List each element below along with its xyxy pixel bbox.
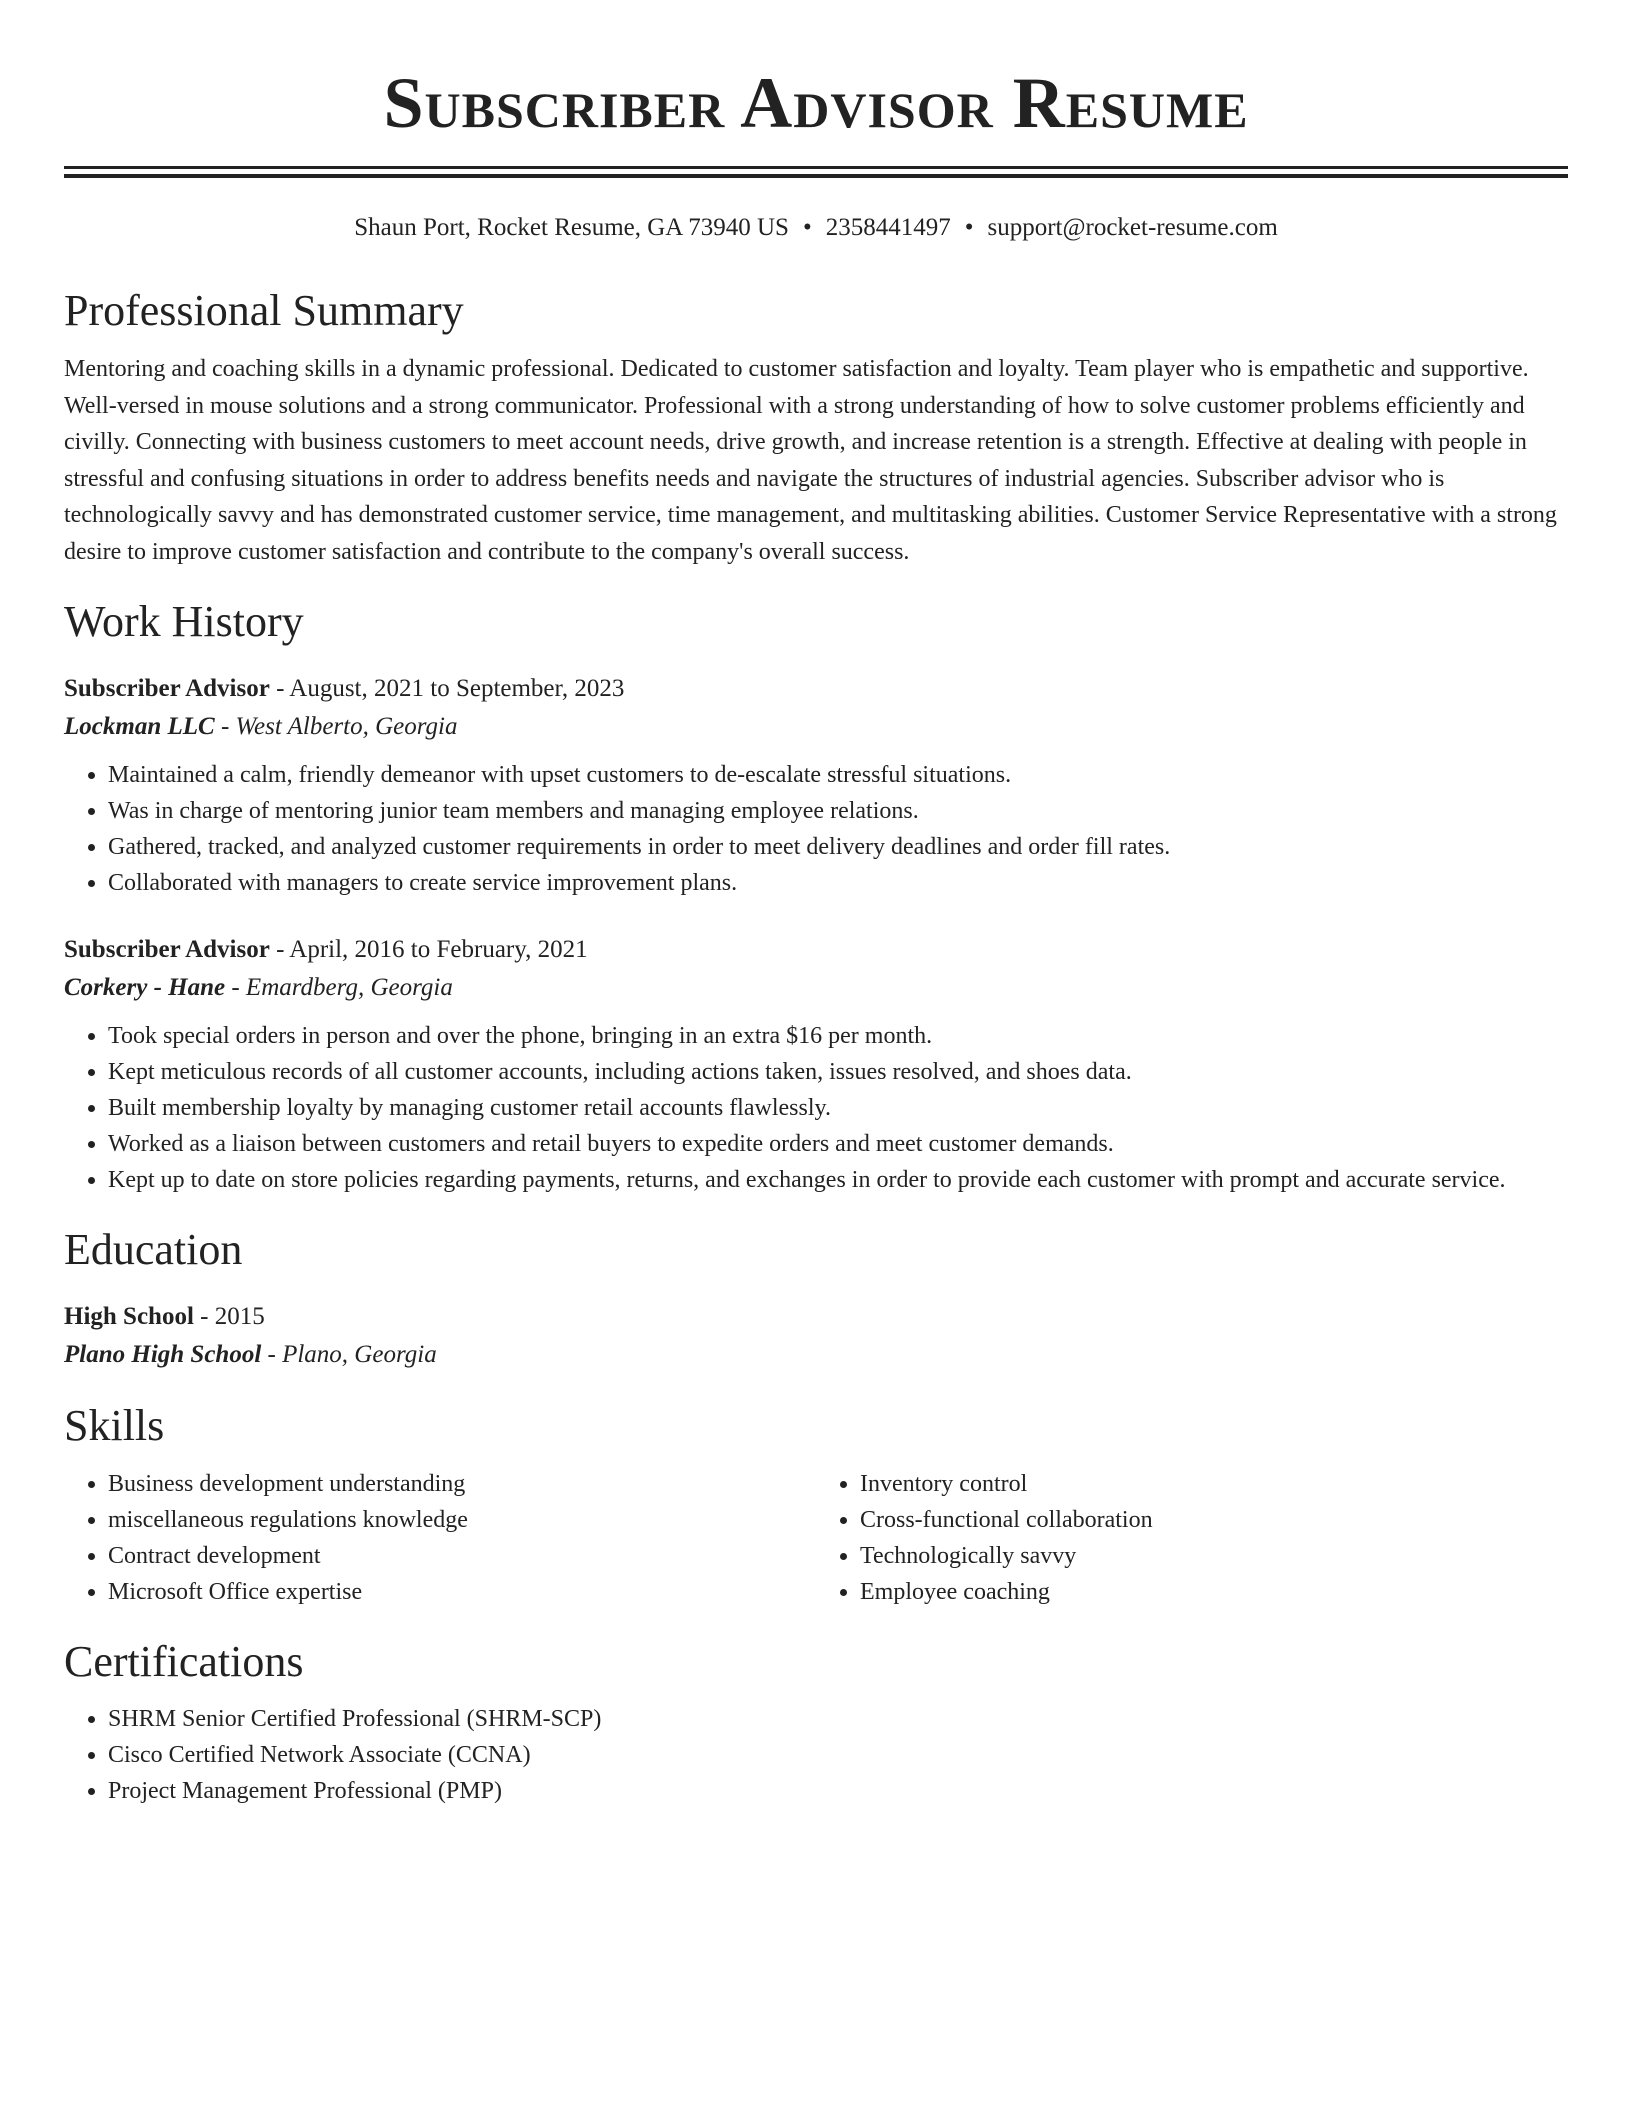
summary-heading: Professional Summary (64, 286, 464, 335)
certification-item: • SHRM Senior Certified Professional (SHRM-SCP) (108, 1701, 1568, 1737)
education-degree: High School (64, 1303, 194, 1330)
job-company-line (64, 969, 1568, 1007)
job-bullet: • Kept up to date on store policies regarding payments, returns, and exchanges in order to provide each customer with prompt and accurate service. (108, 1162, 1568, 1198)
job-dates: - April, 2016 to February, 2021 (269, 936, 588, 963)
skill-item: • Employee coaching (860, 1574, 1568, 1610)
education-heading: Education (64, 1225, 243, 1274)
job-location: - West Alberto, Georgia (214, 713, 458, 740)
job-bullet: • Maintained a calm, friendly demeanor with upset customers to de-escalate stressful situations. (108, 757, 1568, 793)
job-bullet: • Collaborated with managers to create service improvement plans. (108, 865, 1568, 901)
education-school-line (64, 1336, 1568, 1374)
skills-column-right (816, 1466, 1568, 1610)
skills-column-left (64, 1466, 816, 1610)
skill-item: • Microsoft Office expertise (108, 1574, 816, 1610)
job-bullet: • Worked as a liaison between customers and retail buyers to expedite orders and meet customer demands. (108, 1126, 1568, 1162)
contact-separator: • (964, 214, 974, 241)
skills-grid (64, 1466, 1568, 1610)
job-title: Subscriber Advisor (64, 675, 270, 702)
job-entry (64, 670, 1568, 901)
resume-title: Subscriber Advisor Resume (383, 63, 1249, 143)
skill-item: • Business development understanding (108, 1466, 816, 1502)
job-bullets (64, 757, 1568, 901)
job-entry (64, 931, 1568, 1198)
job-title: Subscriber Advisor (64, 936, 270, 963)
skill-item: • Inventory control (860, 1466, 1568, 1502)
job-company: Lockman LLC (64, 713, 215, 740)
skill-item: • Technologically savvy (860, 1538, 1568, 1574)
certification-item: • Cisco Certified Network Associate (CCNA) (108, 1737, 1568, 1773)
job-dates: - August, 2021 to September, 2023 (269, 675, 625, 702)
contact-email: support@rocket-resume.com (987, 214, 1278, 241)
skill-item: • miscellaneous regulations knowledge (108, 1502, 816, 1538)
job-bullets (64, 1018, 1568, 1198)
education-location: - Plano, Georgia (261, 1341, 437, 1368)
skill-item: • Contract development (108, 1538, 816, 1574)
title-divider-top (64, 166, 1568, 169)
job-bullet: • Gathered, tracked, and analyzed customer requirements in order to meet delivery deadlines and order fill rates. (108, 829, 1568, 865)
job-company: Corkery - Hane (64, 974, 226, 1001)
job-bullet: • Kept meticulous records of all customer accounts, including actions taken, issues resolved, and shoes data. (108, 1054, 1568, 1090)
job-title-line (64, 931, 1568, 969)
contact-phone: 2358441497 (825, 214, 951, 241)
job-company-line (64, 708, 1568, 746)
title-divider-bottom (64, 174, 1568, 178)
education-school: Plano High School (64, 1341, 262, 1368)
contact-separator: • (802, 214, 812, 241)
job-bullet: • Was in charge of mentoring junior team members and managing employee relations. (108, 793, 1568, 829)
skills-heading: Skills (64, 1401, 165, 1450)
summary-text: Mentoring and coaching skills in a dynamic professional. Dedicated to customer satisfaction and loyalty. Team player who is empathetic and supportive. Well-versed in mouse solutions and a strong communicator. Professional with a strong understanding of how to solve customer problems efficiently and civilly. Connecting with business customers to meet account needs, drive growth, and increase retention is a strength. Effective at dealing with people in stressful and confusing situations in order to address benefits needs and navigate the structures of industrial agencies. Subscriber advisor who is technologically savvy and has demonstrated customer service, time management, and multitasking abilities. Customer Service Representative with a strong desire to improve customer satisfaction and contribute to the company's overall success. (64, 356, 1557, 565)
work-history-heading: Work History (64, 597, 304, 646)
job-location: - Emardberg, Georgia (225, 974, 453, 1001)
contact-address: Shaun Port, Rocket Resume, GA 73940 US (354, 214, 789, 241)
education-year: - 2015 (193, 1303, 265, 1330)
education-degree-line (64, 1298, 1568, 1336)
certifications-heading: Certifications (64, 1637, 304, 1686)
job-title-line (64, 670, 1568, 708)
certifications-list (64, 1701, 1568, 1809)
job-bullet: • Took special orders in person and over the phone, bringing in an extra $16 per month. (108, 1018, 1568, 1054)
job-bullet: • Built membership loyalty by managing customer retail accounts flawlessly. (108, 1090, 1568, 1126)
certification-item: • Project Management Professional (PMP) (108, 1773, 1568, 1809)
contact-line (64, 212, 1568, 244)
skill-item: • Cross-functional collaboration (860, 1502, 1568, 1538)
